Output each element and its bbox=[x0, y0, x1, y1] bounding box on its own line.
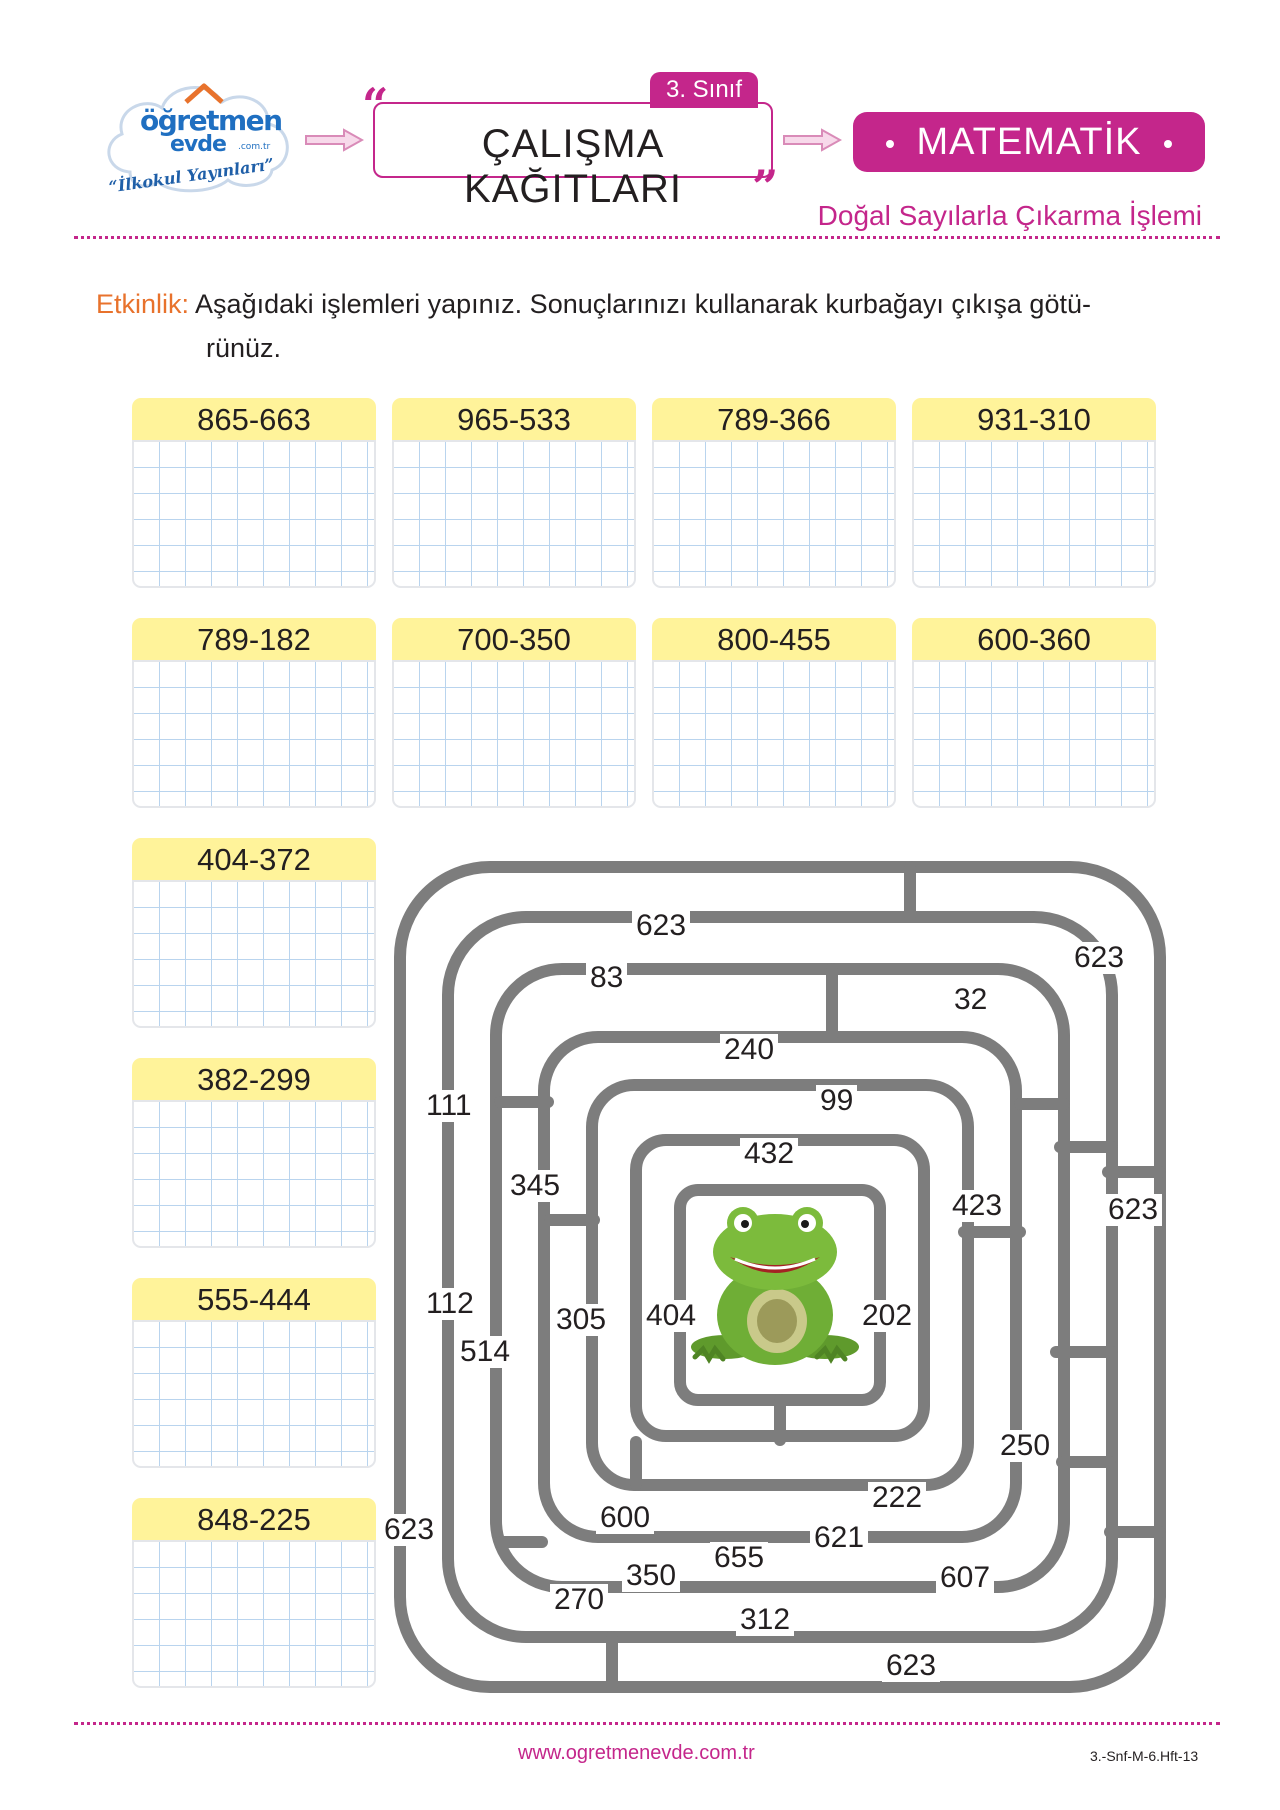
maze-number: 404 bbox=[642, 1300, 700, 1332]
maze-number: 423 bbox=[948, 1190, 1006, 1222]
maze-number: 607 bbox=[936, 1562, 994, 1594]
problem-label: 789-182 bbox=[132, 618, 376, 660]
logo-sub: evde bbox=[170, 132, 226, 157]
problem-card bbox=[132, 1498, 376, 1688]
maze bbox=[380, 842, 1180, 1712]
answer-grid[interactable] bbox=[132, 440, 376, 588]
answer-grid[interactable] bbox=[392, 440, 636, 588]
grade-tab: 3. Sınıf bbox=[650, 72, 758, 108]
answer-grid[interactable] bbox=[132, 1540, 376, 1688]
subject-label: MATEMATİK bbox=[916, 121, 1142, 163]
maze-number: 623 bbox=[1104, 1194, 1162, 1226]
problem-label: 800-455 bbox=[652, 618, 896, 660]
problem-label: 848-225 bbox=[132, 1498, 376, 1540]
maze-number: 350 bbox=[622, 1560, 680, 1592]
activity-text-cont: rünüz. bbox=[206, 333, 282, 363]
problem-label: 600-360 bbox=[912, 618, 1156, 660]
answer-grid[interactable] bbox=[132, 660, 376, 808]
worksheet-code: 3.-Snf-M-6.Hft-13 bbox=[1090, 1748, 1199, 1764]
maze-number: 240 bbox=[720, 1034, 778, 1066]
activity-label: Etkinlik: bbox=[96, 289, 190, 319]
logo-name: öğretmen bbox=[140, 104, 282, 137]
maze-number: 222 bbox=[868, 1482, 926, 1514]
maze-number: 655 bbox=[710, 1542, 768, 1574]
problem-card bbox=[132, 1278, 376, 1468]
publisher-logo bbox=[100, 62, 300, 212]
bullet-icon bbox=[1164, 140, 1172, 148]
maze-number: 623 bbox=[380, 1514, 438, 1546]
problem-label: 555-444 bbox=[132, 1278, 376, 1320]
maze-number: 202 bbox=[858, 1300, 916, 1332]
topic-title: Doğal Sayılarla Çıkarma İşlemi bbox=[817, 200, 1202, 231]
problem-label: 789-366 bbox=[652, 398, 896, 440]
problem-card bbox=[132, 398, 376, 588]
problem-label: 965-533 bbox=[392, 398, 636, 440]
maze-number: 600 bbox=[596, 1502, 654, 1534]
arrow-right-icon bbox=[304, 128, 364, 152]
arrow-right-icon bbox=[782, 128, 842, 152]
answer-grid[interactable] bbox=[132, 1320, 376, 1468]
problem-card bbox=[132, 1058, 376, 1248]
problem-label: 931-310 bbox=[912, 398, 1156, 440]
logo-tld: .com.tr bbox=[238, 142, 271, 152]
answer-grid[interactable] bbox=[652, 440, 896, 588]
maze-number: 32 bbox=[950, 984, 991, 1016]
maze-number: 270 bbox=[550, 1584, 608, 1616]
maze-number: 312 bbox=[736, 1604, 794, 1636]
problem-label: 700-350 bbox=[392, 618, 636, 660]
problem-card bbox=[912, 618, 1156, 808]
maze-number: 623 bbox=[1070, 942, 1128, 974]
website-link[interactable]: www.ogretmenevde.com.tr bbox=[518, 1742, 755, 1764]
frog-illustration bbox=[685, 1197, 865, 1377]
maze-number: 514 bbox=[456, 1336, 514, 1368]
maze-number: 99 bbox=[816, 1085, 857, 1117]
answer-grid[interactable] bbox=[912, 660, 1156, 808]
problem-card bbox=[652, 618, 896, 808]
logo-tagline: “İlkokul Yayınları” bbox=[107, 154, 276, 197]
problem-card bbox=[132, 618, 376, 808]
bottom-divider bbox=[74, 1722, 1220, 1725]
maze-number: 112 bbox=[422, 1288, 478, 1320]
problem-card bbox=[912, 398, 1156, 588]
problem-card bbox=[652, 398, 896, 588]
maze-number: 305 bbox=[552, 1304, 610, 1336]
problem-label: 404-372 bbox=[132, 838, 376, 880]
maze-number: 623 bbox=[632, 910, 690, 942]
maze-number: 250 bbox=[996, 1430, 1054, 1462]
activity-text: Aşağıdaki işlemleri yapınız. Sonuçlarınızı kullanarak kurbağayı çıkışa götü- bbox=[195, 289, 1091, 319]
problem-card bbox=[132, 838, 376, 1028]
maze-number: 83 bbox=[586, 962, 627, 994]
maze-number: 345 bbox=[506, 1170, 564, 1202]
page-title: ÇALIŞMA KAĞITLARI bbox=[464, 122, 682, 211]
maze-number: 621 bbox=[810, 1522, 868, 1554]
answer-grid[interactable] bbox=[132, 1100, 376, 1248]
maze-number: 623 bbox=[882, 1650, 940, 1682]
problem-label: 865-663 bbox=[132, 398, 376, 440]
activity-instruction bbox=[96, 282, 1196, 370]
bullet-icon bbox=[886, 140, 894, 148]
answer-grid[interactable] bbox=[652, 660, 896, 808]
maze-number: 111 bbox=[422, 1090, 476, 1122]
close-quote-icon: ” bbox=[752, 160, 779, 214]
top-divider bbox=[74, 236, 1220, 239]
problem-label: 382-299 bbox=[132, 1058, 376, 1100]
maze-number: 432 bbox=[740, 1138, 798, 1170]
answer-grid[interactable] bbox=[132, 880, 376, 1028]
answer-grid[interactable] bbox=[912, 440, 1156, 588]
answer-grid[interactable] bbox=[392, 660, 636, 808]
problem-card bbox=[392, 618, 636, 808]
problem-card bbox=[392, 398, 636, 588]
subject-badge bbox=[853, 112, 1205, 172]
title-box bbox=[373, 102, 773, 211]
open-quote-icon: “ bbox=[362, 78, 389, 132]
